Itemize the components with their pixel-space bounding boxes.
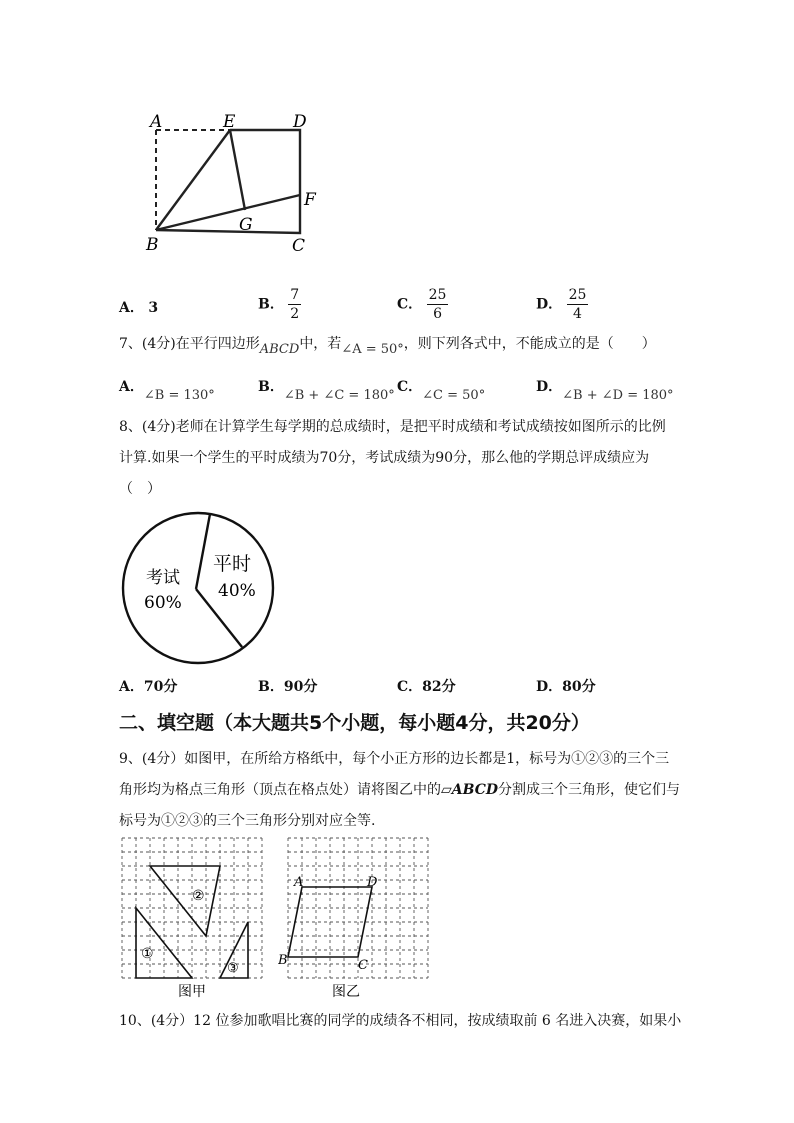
option-math: ∠B = 130°	[143, 388, 215, 403]
q10-line-1: 10、(4分）12 位参加歌唱比赛的同学的成绩各不相同，按成绩取前 6 名进入决赛，如果小	[119, 1013, 682, 1029]
q8-line-2: 计算.如果一个学生的平时成绩为70分，考试成绩为90分，那么他的学期总评成绩应为	[119, 450, 650, 466]
marker-2: ②	[192, 888, 205, 904]
q6-option-d[interactable]	[536, 286, 588, 323]
q6-option-c[interactable]	[397, 286, 448, 323]
fraction	[567, 286, 589, 323]
fraction	[427, 286, 449, 323]
pie-pct-exam: 60%	[144, 593, 182, 613]
denominator: 2	[290, 306, 300, 322]
pie-label-daily: 平时	[213, 553, 252, 575]
point-label-f: F	[304, 190, 316, 210]
option-value: 70分	[143, 679, 178, 695]
q9-line-1: 9、(4分）如图甲，在所给方格纸中，每个小正方形的边长都是1，标号为①②③的三个三	[119, 751, 670, 767]
denominator: 6	[433, 306, 442, 322]
q7-text-b: 中，若	[299, 336, 342, 352]
q8-option-c[interactable]	[397, 676, 456, 696]
denominator: 4	[573, 306, 582, 322]
numerator: 7	[290, 287, 300, 303]
q6-option-a[interactable]	[119, 297, 158, 317]
q7-stem	[119, 333, 656, 357]
point-label-e: E	[223, 112, 236, 132]
q7-option-d[interactable]	[536, 376, 674, 403]
vertex-d: D	[367, 875, 378, 890]
point-label-c: C	[292, 236, 306, 256]
q9-line-2c: 分割成三个三角形，使它们与	[498, 782, 681, 798]
question-number: 7、(4分)	[119, 336, 176, 352]
q7-option-c[interactable]	[397, 376, 486, 403]
q9-line-2	[119, 779, 680, 799]
point-label-b: B	[146, 235, 159, 255]
option-value: 80分	[562, 679, 596, 695]
marker-3: ③	[227, 961, 239, 976]
section-heading: 二、填空题（本大题共5个小题，每小题4分，共20分）	[119, 712, 590, 734]
caption-left: 图甲	[178, 984, 206, 1000]
q8-option-d[interactable]	[536, 676, 596, 696]
q9-line-2a: 角形均为格点三角形（顶点在格点处）请将图乙中的▱	[119, 782, 452, 798]
caption-right: 图乙	[332, 984, 360, 1000]
point-label-g: G	[239, 215, 253, 235]
option-letter: D．	[536, 296, 563, 313]
point-label-a: A	[150, 112, 163, 132]
q7-text-c: ，则下列各式中，不能成立的是（ ）	[403, 336, 656, 352]
option-math: ∠B + ∠D = 180°	[562, 388, 674, 403]
option-letter: B．	[258, 379, 284, 395]
pie-pct-daily: 40%	[218, 581, 256, 601]
option-letter: B．	[258, 679, 284, 695]
option-letter: D．	[536, 379, 563, 395]
option-letter: A．	[119, 300, 144, 316]
q9-figure-right	[278, 836, 433, 1000]
q8-pie-chart	[118, 508, 288, 673]
q8-line-1: 8、(4分)老师在计算学生每学期的总成绩时，是把平时成绩和考试成绩按如图所示的比例	[119, 419, 666, 435]
q7-math-abcd: ABCD	[259, 342, 300, 357]
q7-math-cond: ∠A = 50°	[341, 342, 404, 357]
fraction	[288, 286, 301, 323]
option-letter: D．	[536, 679, 563, 695]
option-math: ∠C = 50°	[422, 388, 486, 403]
option-value: 3	[148, 300, 159, 316]
q8-line-3: （ ）	[119, 481, 161, 497]
option-math: ∠B + ∠C = 180°	[283, 388, 395, 403]
point-label-d: D	[293, 112, 307, 132]
numerator: 25	[568, 287, 587, 303]
numerator: 25	[428, 287, 447, 303]
triangle-2	[150, 866, 220, 936]
option-letter: C．	[397, 679, 423, 695]
option-letter: B．	[258, 296, 284, 313]
option-value: 90分	[283, 679, 318, 695]
vertex-c: C	[358, 958, 368, 973]
q7-text-a: 在平行四边形	[175, 336, 260, 352]
q8-option-b[interactable]	[258, 676, 317, 696]
q6-geometry-figure	[140, 105, 330, 270]
marker-1: ①	[141, 946, 154, 962]
option-letter: A．	[119, 679, 144, 695]
option-value: 82分	[422, 679, 456, 695]
pie-label-exam: 考试	[146, 568, 180, 588]
vertex-b: B	[278, 953, 288, 968]
option-letter: C．	[397, 379, 423, 395]
q7-option-b[interactable]	[258, 376, 395, 403]
q9-math-abcd: ABCD	[451, 782, 499, 798]
q6-option-b[interactable]	[258, 286, 301, 323]
vertex-a: A	[294, 875, 304, 890]
q8-option-a[interactable]	[119, 676, 177, 696]
q9-line-3: 标号为①②③的三个三角形分别对应全等.	[119, 813, 376, 829]
q9-figure-left	[120, 836, 265, 1000]
option-letter: C．	[397, 296, 423, 313]
pie-divider-top	[196, 514, 210, 589]
q7-option-a[interactable]	[119, 376, 215, 403]
option-letter: A．	[119, 379, 144, 395]
